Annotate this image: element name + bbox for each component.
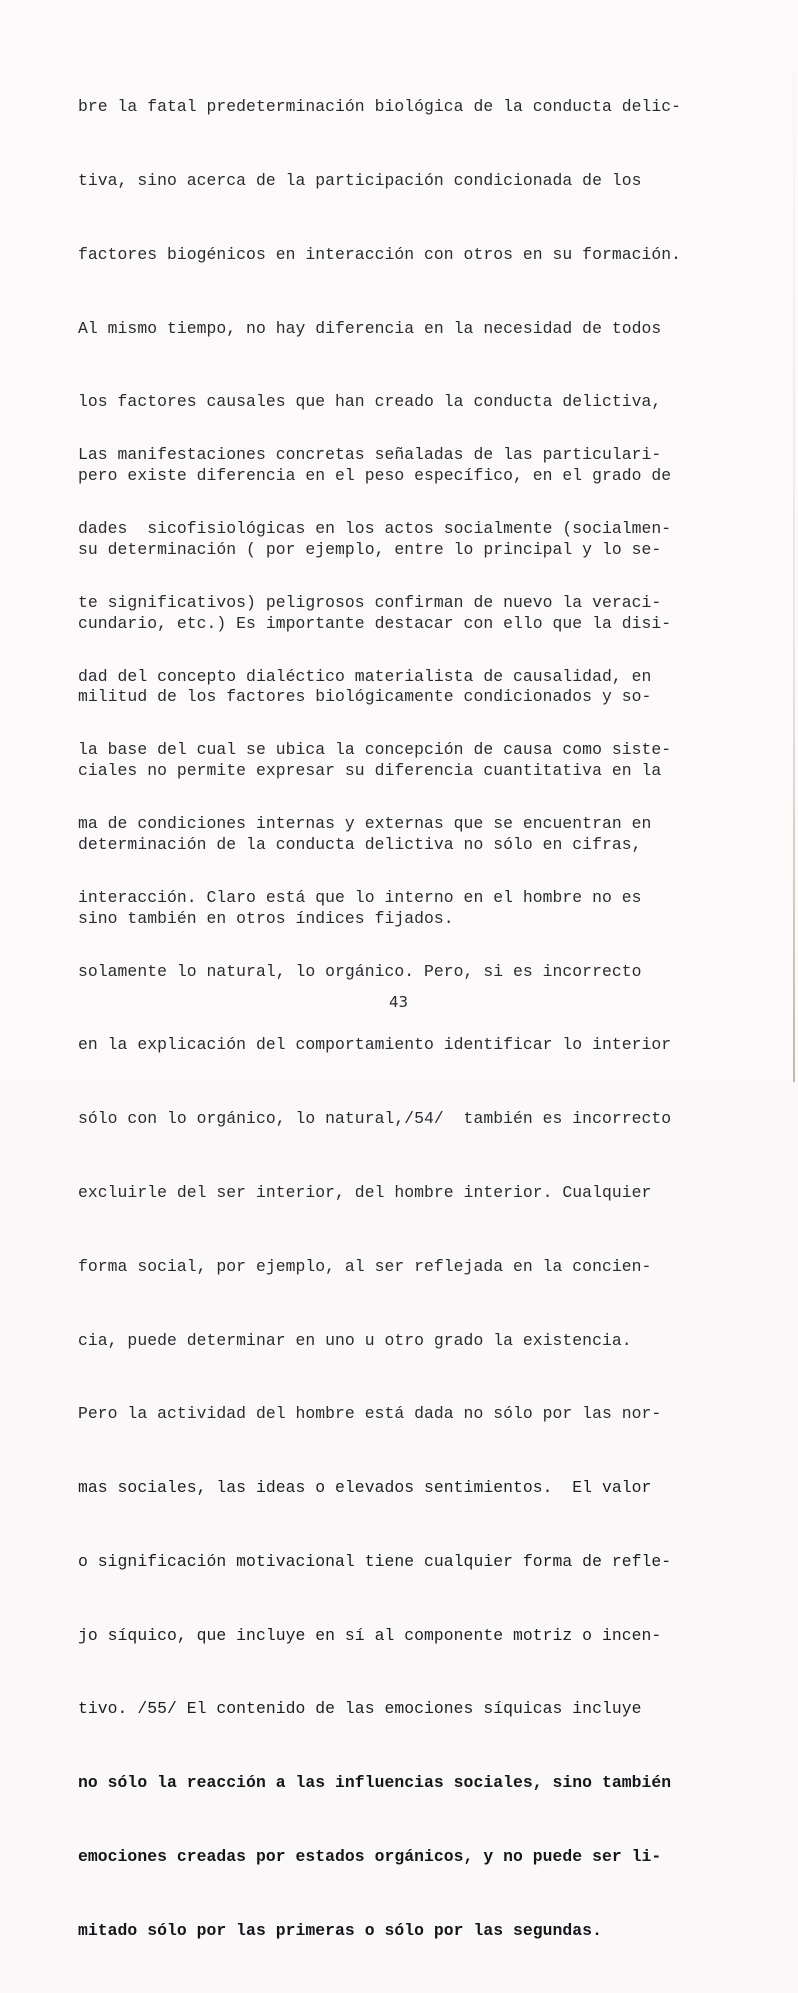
text-line: no sólo la reacción a las influencias sociales, sino también: [78, 1773, 672, 1793]
text-line: en la explicación del comportamiento identificar lo interior: [78, 1035, 672, 1055]
text-line: te significativos) peligrosos confirman de nuevo la veraci-: [78, 592, 662, 612]
text-line: Pero la actividad del hombre está dada no sólo por las nor-: [78, 1404, 662, 1424]
text-line: dades sicofisiológicas en los actos socialmente (socialmen-: [78, 518, 672, 538]
text-line: tiva, sino acerca de la participación condicionada de los: [78, 170, 642, 190]
text-line: excluirle del ser interior, del hombre interior. Cualquier: [78, 1183, 652, 1202]
text-line: emociones creadas por estados orgánicos, y no puede ser li-: [78, 1847, 662, 1867]
text-line: Las manifestaciones concretas señaladas de las particulari-: [78, 445, 662, 465]
text-line: mas sociales, las ideas o elevados sentimientos. El valor: [78, 1478, 652, 1498]
text-line: determinación de la conducta delictiva no sólo en cifras,: [78, 835, 642, 854]
text-line: ma de condiciones internas y externas que se encuentran en: [78, 814, 652, 834]
text-line: la base del cual se ubica la concepción de causa como siste-: [78, 740, 672, 760]
text-line: tivo. /55/ El contenido de las emociones síquicas incluye: [78, 1699, 642, 1719]
text-line: Al mismo tiempo, no hay diferencia en la necesidad de todos: [78, 318, 662, 338]
text-line: los factores causales que han creado la conducta delictiva,: [78, 392, 662, 412]
text-line: su determinación ( por ejemplo, entre lo principal y lo se-: [78, 539, 662, 559]
text-line: dad del concepto dialéctico materialista de causalidad, en: [78, 666, 652, 686]
page-edge: [793, 0, 795, 1082]
text-line: sino también en otros índices fijados.: [78, 908, 454, 928]
text-line: jo síquico, que incluye en sí al componente motriz o incen-: [78, 1625, 662, 1645]
text-line: o significación motivacional tiene cualquier forma de refle-: [78, 1551, 672, 1571]
text-line: militud de los factores biológicamente condicionados y so-: [78, 687, 652, 707]
text-line: sólo con lo orgánico, lo natural,/54/ también es incorrecto: [78, 1109, 672, 1129]
text-line: bre la fatal predeterminación biológica de la conducta delic-: [78, 97, 682, 117]
text-line: solamente lo natural, lo orgánico. Pero, si es incorrecto: [78, 961, 642, 981]
text-line: factores biogénicos en interacción con otros en su formación.: [78, 244, 682, 264]
page-number: 43: [389, 993, 409, 1011]
text-line: forma social, por ejemplo, al ser reflejada en la concien-: [78, 1256, 652, 1276]
text-line: cundario, etc.) Es importante destacar con ello que la disi-: [78, 613, 672, 633]
text-line: ciales no permite expresar su diferencia cuantitativa en la: [78, 761, 662, 781]
text-line: interacción. Claro está que lo interno en el hombre no es: [78, 887, 642, 907]
text-line: mitado sólo por las primeras o sólo por las segundas.: [78, 1920, 602, 1940]
text-line: cia, puede determinar en uno u otro grado la existencia.: [78, 1330, 632, 1350]
paragraph-2: [78, 394, 768, 1993]
text-line: pero existe diferencia en el peso específico, en el grado de: [78, 466, 672, 486]
